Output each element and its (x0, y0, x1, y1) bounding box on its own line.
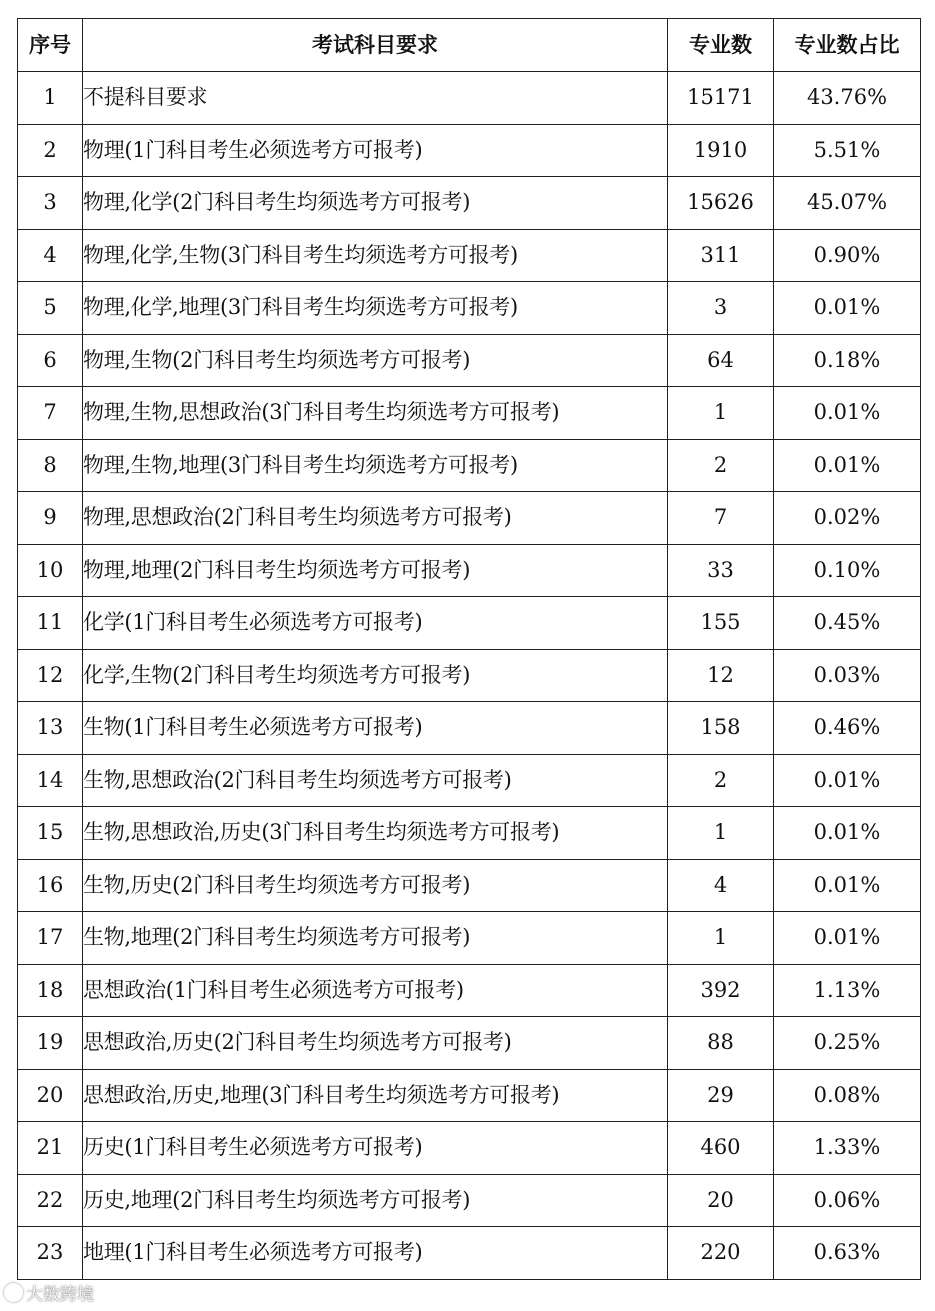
row-percentage-cell: 0.01% (774, 754, 921, 807)
table-row (18, 1017, 921, 1070)
row-count-cell: 311 (668, 229, 774, 282)
row-requirement-cell: 物理,化学,地理(3门科目考生均须选考方可报考) (83, 282, 668, 335)
row-requirement-cell: 生物,思想政治(2门科目考生均须选考方可报考) (83, 754, 668, 807)
table-row (18, 282, 921, 335)
row-percentage-cell: 0.18% (774, 334, 921, 387)
table-row (18, 964, 921, 1017)
table-row (18, 859, 921, 912)
row-percentage-cell: 0.63% (774, 1227, 921, 1280)
row-requirement-cell: 物理,思想政治(2门科目考生均须选考方可报考) (83, 492, 668, 545)
table-row (18, 702, 921, 755)
row-index-cell: 21 (18, 1122, 83, 1175)
table-row (18, 72, 921, 125)
row-requirement-cell: 物理(1门科目考生必须选考方可报考) (83, 124, 668, 177)
row-index-cell: 4 (18, 229, 83, 282)
row-requirement-cell: 思想政治,历史(2门科目考生均须选考方可报考) (83, 1017, 668, 1070)
row-count-cell: 2 (668, 754, 774, 807)
row-requirement-cell: 历史,地理(2门科目考生均须选考方可报考) (83, 1174, 668, 1227)
row-requirement-cell: 地理(1门科目考生必须选考方可报考) (83, 1227, 668, 1280)
row-count-cell: 4 (668, 859, 774, 912)
row-percentage-cell: 1.33% (774, 1122, 921, 1175)
row-requirement-cell: 物理,生物,地理(3门科目考生均须选考方可报考) (83, 439, 668, 492)
row-percentage-cell: 0.25% (774, 1017, 921, 1070)
table-row (18, 649, 921, 702)
table-row (18, 1069, 921, 1122)
row-percentage-cell: 45.07% (774, 177, 921, 230)
row-count-cell: 1910 (668, 124, 774, 177)
row-count-cell: 1 (668, 387, 774, 440)
row-percentage-cell: 0.01% (774, 912, 921, 965)
row-index-cell: 23 (18, 1227, 83, 1280)
table-row (18, 124, 921, 177)
row-index-cell: 15 (18, 807, 83, 860)
row-index-cell: 12 (18, 649, 83, 702)
table-row (18, 912, 921, 965)
table-body (18, 72, 921, 1280)
row-percentage-cell: 0.46% (774, 702, 921, 755)
row-percentage-cell: 0.45% (774, 597, 921, 650)
row-requirement-cell: 物理,地理(2门科目考生均须选考方可报考) (83, 544, 668, 597)
row-requirement-cell: 历史(1门科目考生必须选考方可报考) (83, 1122, 668, 1175)
row-count-cell: 15171 (668, 72, 774, 125)
row-percentage-cell: 0.06% (774, 1174, 921, 1227)
row-requirement-cell: 化学(1门科目考生必须选考方可报考) (83, 597, 668, 650)
row-requirement-cell: 物理,化学(2门科目考生均须选考方可报考) (83, 177, 668, 230)
row-count-cell: 1 (668, 807, 774, 860)
row-index-cell: 19 (18, 1017, 83, 1070)
row-count-cell: 155 (668, 597, 774, 650)
row-count-cell: 12 (668, 649, 774, 702)
row-index-cell: 3 (18, 177, 83, 230)
row-percentage-cell: 1.13% (774, 964, 921, 1017)
row-count-cell: 158 (668, 702, 774, 755)
row-index-cell: 2 (18, 124, 83, 177)
row-count-cell: 15626 (668, 177, 774, 230)
row-percentage-cell: 0.01% (774, 439, 921, 492)
table-row (18, 439, 921, 492)
row-requirement-cell: 生物,思想政治,历史(3门科目考生均须选考方可报考) (83, 807, 668, 860)
row-percentage-cell: 0.02% (774, 492, 921, 545)
row-requirement-cell: 物理,生物(2门科目考生均须选考方可报考) (83, 334, 668, 387)
subject-requirements-table (17, 18, 921, 1280)
row-index-cell: 20 (18, 1069, 83, 1122)
row-count-cell: 7 (668, 492, 774, 545)
row-index-cell: 16 (18, 859, 83, 912)
row-index-cell: 17 (18, 912, 83, 965)
row-requirement-cell: 思想政治(1门科目考生必须选考方可报考) (83, 964, 668, 1017)
row-index-cell: 22 (18, 1174, 83, 1227)
row-requirement-cell: 物理,化学,生物(3门科目考生均须选考方可报考) (83, 229, 668, 282)
logo-icon (4, 1283, 23, 1302)
row-percentage-cell: 0.01% (774, 282, 921, 335)
row-count-cell: 2 (668, 439, 774, 492)
row-percentage-cell: 0.01% (774, 859, 921, 912)
watermark (4, 1280, 94, 1305)
header-count: 专业数 (668, 19, 774, 72)
table-row (18, 177, 921, 230)
table-row (18, 544, 921, 597)
table-row (18, 1174, 921, 1227)
row-requirement-cell: 生物,历史(2门科目考生均须选考方可报考) (83, 859, 668, 912)
row-index-cell: 13 (18, 702, 83, 755)
table-row (18, 387, 921, 440)
row-percentage-cell: 5.51% (774, 124, 921, 177)
row-index-cell: 6 (18, 334, 83, 387)
row-index-cell: 7 (18, 387, 83, 440)
row-index-cell: 14 (18, 754, 83, 807)
row-count-cell: 88 (668, 1017, 774, 1070)
row-index-cell: 8 (18, 439, 83, 492)
table-row (18, 334, 921, 387)
row-requirement-cell: 不提科目要求 (83, 72, 668, 125)
header-percentage: 专业数占比 (774, 19, 921, 72)
row-index-cell: 9 (18, 492, 83, 545)
row-index-cell: 5 (18, 282, 83, 335)
table-row (18, 1122, 921, 1175)
row-requirement-cell: 物理,生物,思想政治(3门科目考生均须选考方可报考) (83, 387, 668, 440)
row-count-cell: 20 (668, 1174, 774, 1227)
row-requirement-cell: 生物,地理(2门科目考生均须选考方可报考) (83, 912, 668, 965)
row-percentage-cell: 43.76% (774, 72, 921, 125)
row-count-cell: 220 (668, 1227, 774, 1280)
row-requirement-cell: 化学,生物(2门科目考生均须选考方可报考) (83, 649, 668, 702)
row-count-cell: 33 (668, 544, 774, 597)
header-requirement: 考试科目要求 (83, 19, 668, 72)
row-requirement-cell: 生物(1门科目考生必须选考方可报考) (83, 702, 668, 755)
table-row (18, 754, 921, 807)
row-count-cell: 460 (668, 1122, 774, 1175)
row-requirement-cell: 思想政治,历史,地理(3门科目考生均须选考方可报考) (83, 1069, 668, 1122)
table-header-row (18, 19, 921, 72)
table-row (18, 807, 921, 860)
row-index-cell: 1 (18, 72, 83, 125)
row-percentage-cell: 0.10% (774, 544, 921, 597)
row-percentage-cell: 0.01% (774, 807, 921, 860)
watermark-text: 大数跨境 (26, 1285, 94, 1305)
row-index-cell: 18 (18, 964, 83, 1017)
row-count-cell: 392 (668, 964, 774, 1017)
row-index-cell: 11 (18, 597, 83, 650)
row-count-cell: 64 (668, 334, 774, 387)
row-percentage-cell: 0.90% (774, 229, 921, 282)
row-count-cell: 3 (668, 282, 774, 335)
row-percentage-cell: 0.08% (774, 1069, 921, 1122)
row-percentage-cell: 0.03% (774, 649, 921, 702)
table-row (18, 597, 921, 650)
table-row (18, 1227, 921, 1280)
header-index: 序号 (18, 19, 83, 72)
row-count-cell: 29 (668, 1069, 774, 1122)
row-percentage-cell: 0.01% (774, 387, 921, 440)
table-row (18, 229, 921, 282)
row-count-cell: 1 (668, 912, 774, 965)
row-index-cell: 10 (18, 544, 83, 597)
table-row (18, 492, 921, 545)
